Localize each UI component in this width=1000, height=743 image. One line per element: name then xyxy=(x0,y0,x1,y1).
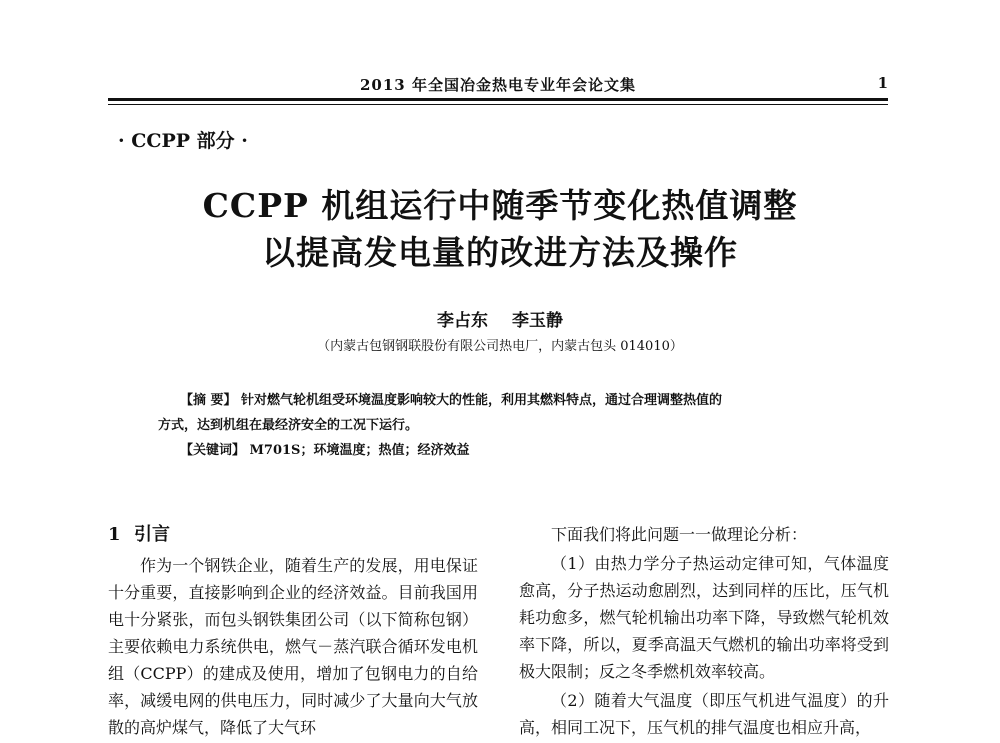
paper-title-line-1: CCPP 机组运行中随季节变化热值调整 xyxy=(202,186,798,225)
authors: 李占东 李玉静 xyxy=(437,311,563,331)
analysis-intro: 下面我们将此问题一一做理论分析： xyxy=(551,525,808,544)
header-rule-thin xyxy=(108,104,888,105)
page-number: 1 xyxy=(877,74,888,92)
paper-title-line-2: 以提高发电量的改进方法及操作 xyxy=(262,233,738,272)
header-rule-thick xyxy=(108,98,888,101)
affiliation: （内蒙古包钢钢联股份有限公司热电厂，内蒙古包头 014010） xyxy=(317,339,683,354)
section-tag: · CCPP 部分 · xyxy=(118,130,248,152)
section-heading-text: 引言 xyxy=(134,524,170,545)
section-heading-introduction xyxy=(108,521,478,548)
analysis-point-1: （1）由热力学分子热运动定律可知，气体温度愈高，分子热运动愈剧烈，达到同样的压比，压气机耗功愈多，燃气轮机输出功率下降，导致燃气轮机效率下降，所以，夏季高温天气燃机的输出功率将受到极大限制；反之冬季燃机效率较高。 xyxy=(519,554,889,681)
abstract-line-2: 方式，达到机组在最经济安全的工况下运行。 xyxy=(158,418,419,433)
running-header xyxy=(108,72,888,96)
journal-title: 2013 年全国冶金热电专业年会论文集 xyxy=(360,76,636,94)
analysis-point-2: （2）随着大气温度（即压气机进气温度）的升高，相同工况下，压气机的排气温度也相应升高， xyxy=(519,691,889,737)
introduction-paragraph: 作为一个钢铁企业，随着生产的发展，用电保证十分重要，直接影响到企业的经济效益。目前我国用电十分紧张，而包头钢铁集团公司（以下简称包钢）主要依赖电力系统供电，燃气－蒸汽联合循环发电机组（CCPP）的建成及使用，增加了包钢电力的自给率，减缓电网的供电压力，同时减少了大量向大气放散的高炉煤气，降低了大气环 xyxy=(108,556,478,737)
section-heading-number: 1 xyxy=(108,524,121,545)
abstract-line-1: 【摘 要】 针对燃气轮机组受环境温度影响较大的性能，利用其燃料特点，通过合理调整热值的 xyxy=(180,393,723,408)
keywords: 【关键词】 M701S；环境温度；热值；经济效益 xyxy=(180,443,470,458)
right-column xyxy=(519,521,889,743)
left-column xyxy=(108,521,478,743)
